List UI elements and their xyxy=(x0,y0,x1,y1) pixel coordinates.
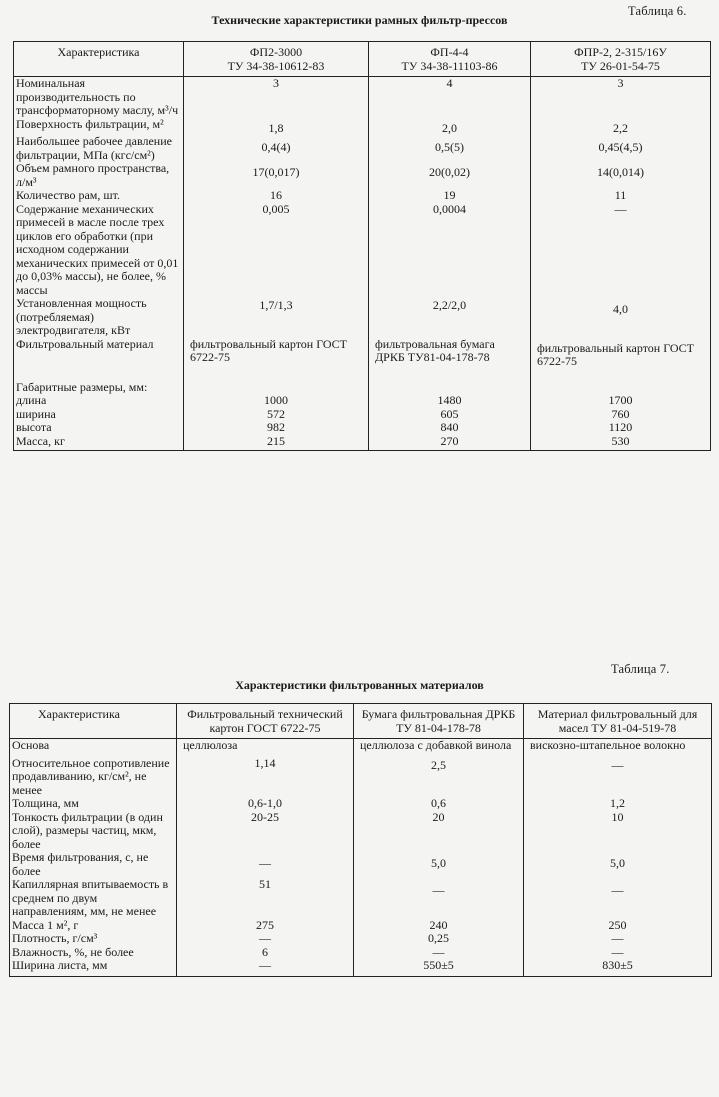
row-characteristic: Капиллярная впитываемость в среднем по двум направлениям, мм, не менее xyxy=(10,878,177,919)
row-value: 14(0,014) xyxy=(531,162,711,189)
row-characteristic: Плотность, г/см³ xyxy=(10,932,177,946)
table6-header-fp-4-4: ФП-4-4 ТУ 34-38-11103-86 xyxy=(369,42,531,77)
row-characteristic: Габаритные размеры, мм: xyxy=(14,369,184,395)
row-value: 1000 xyxy=(184,394,369,408)
row-characteristic: Масса, кг xyxy=(14,435,184,451)
row-value: — xyxy=(524,753,712,798)
row-value: — xyxy=(524,878,712,919)
row-value: — xyxy=(177,932,354,946)
row-value: 20-25 xyxy=(177,811,354,852)
row-value: 0,5(5) xyxy=(369,135,531,162)
row-value: 1120 xyxy=(531,421,711,435)
row-value: 275 xyxy=(177,919,354,933)
table6-header-characteristic: Характеристика xyxy=(14,42,184,77)
row-value: фильтровальный картон ГОСТ 6722-75 xyxy=(531,338,711,369)
row-value: целлюлоза xyxy=(177,739,354,753)
table-row xyxy=(10,739,712,753)
row-characteristic: Объем рамного пространства, л/м³ xyxy=(14,162,184,189)
table-row xyxy=(10,851,712,878)
row-value xyxy=(531,369,711,395)
row-value: — xyxy=(354,878,524,919)
row-value: 0,6 xyxy=(354,797,524,811)
table-row xyxy=(14,203,711,298)
row-value: 2,2 xyxy=(531,118,711,136)
row-value: целлюлоза с добавкой винола xyxy=(354,739,524,753)
row-value: 5,0 xyxy=(354,851,524,878)
table-row xyxy=(14,77,711,118)
row-value: 982 xyxy=(184,421,369,435)
row-characteristic: Поверхность фильтрации, м² xyxy=(14,118,184,136)
table-row xyxy=(10,946,712,960)
row-characteristic: Масса 1 м², г xyxy=(10,919,177,933)
row-value: 1,14 xyxy=(177,753,354,798)
row-value: вискозно-штапельное волокно xyxy=(524,739,712,753)
row-characteristic: Тонкость фильтрации (в один слой), размеры частиц, мкм, более xyxy=(10,811,177,852)
row-characteristic: Номинальная производительность по трансформаторному маслу, м³/ч xyxy=(14,77,184,118)
row-characteristic: Относительное сопротивление продавливанию, кг/см², не менее xyxy=(10,753,177,798)
row-value: 1,7/1,3 xyxy=(184,297,369,338)
row-value: 530 xyxy=(531,435,711,451)
row-characteristic: Установленная мощность (потребляемая) электродвигателя, кВт xyxy=(14,297,184,338)
table-row xyxy=(14,421,711,435)
row-value: — xyxy=(177,959,354,976)
table7-header-oil-material: Материал фильтровальный для масел ТУ 81-04-519-78 xyxy=(524,704,712,739)
row-characteristic: Время фильтрования, с, не более xyxy=(10,851,177,878)
row-value: 550±5 xyxy=(354,959,524,976)
table-row xyxy=(14,118,711,136)
row-value: 605 xyxy=(369,408,531,422)
row-value: 250 xyxy=(524,919,712,933)
row-value: 270 xyxy=(369,435,531,451)
row-value: — xyxy=(524,946,712,960)
row-value: 240 xyxy=(354,919,524,933)
row-value: 17(0,017) xyxy=(184,162,369,189)
row-value: 20 xyxy=(354,811,524,852)
row-value: 3 xyxy=(531,77,711,118)
table-row xyxy=(14,135,711,162)
row-value: 1480 xyxy=(369,394,531,408)
row-value: 840 xyxy=(369,421,531,435)
row-value: 3 xyxy=(184,77,369,118)
table7-label: Таблица 7. xyxy=(611,662,670,676)
row-value: 11 xyxy=(531,189,711,203)
table6 xyxy=(13,41,711,451)
table-row xyxy=(10,878,712,919)
row-value: — xyxy=(354,946,524,960)
row-value: — xyxy=(177,851,354,878)
row-characteristic: Количество рам, шт. xyxy=(14,189,184,203)
table-row xyxy=(14,297,711,338)
table-row xyxy=(14,162,711,189)
table-row xyxy=(10,753,712,798)
table-row xyxy=(14,338,711,369)
row-value: 0,0004 xyxy=(369,203,531,298)
row-value: 51 xyxy=(177,878,354,919)
row-value: 16 xyxy=(184,189,369,203)
row-characteristic: Содержание механических примесей в масле после трех циклов его обработки (при исходном содержании механических примесей от 0,01 до 0,03% массы), не более, % массы xyxy=(14,203,184,298)
row-value: 0,005 xyxy=(184,203,369,298)
table7-header-paper-drkb: Бумага фильтровальная ДРКБ ТУ 81-04-178-78 xyxy=(354,704,524,739)
row-value: 1,2 xyxy=(524,797,712,811)
table-row xyxy=(14,435,711,451)
table6-header-row xyxy=(14,42,711,77)
row-value: 215 xyxy=(184,435,369,451)
row-value: 4 xyxy=(369,77,531,118)
table6-header-fp2-3000: ФП2-3000 ТУ 34-38-10612-83 xyxy=(184,42,369,77)
row-value: 1700 xyxy=(531,394,711,408)
row-value: 0,25 xyxy=(354,932,524,946)
row-value: 19 xyxy=(369,189,531,203)
row-characteristic: длина xyxy=(14,394,184,408)
table7-header-row xyxy=(10,704,712,739)
table-row xyxy=(10,811,712,852)
table7 xyxy=(9,703,712,977)
row-value: 2,5 xyxy=(354,753,524,798)
table-row xyxy=(10,919,712,933)
row-value: фильтровальный картон ГОСТ 6722-75 xyxy=(184,338,369,369)
row-characteristic: Фильтровальный материал xyxy=(14,338,184,369)
row-value: — xyxy=(524,932,712,946)
table7-header-characteristic: Характеристика xyxy=(10,704,177,739)
row-value xyxy=(184,369,369,395)
row-value: 2,2/2,0 xyxy=(369,297,531,338)
table7-title: Характеристики фильтрованных материалов xyxy=(235,678,484,692)
table-row xyxy=(10,797,712,811)
row-characteristic: Ширина листа, мм xyxy=(10,959,177,976)
table6-label: Таблица 6. xyxy=(628,4,687,18)
row-value: — xyxy=(531,203,711,298)
row-characteristic: Влажность, %, не более xyxy=(10,946,177,960)
row-value: 2,0 xyxy=(369,118,531,136)
row-value: фильтровальная бумага ДРКБ ТУ81-04-178-78 xyxy=(369,338,531,369)
table-row xyxy=(14,189,711,203)
row-characteristic: Наибольшее рабочее давление фильтрации, МПа (кгс/см²) xyxy=(14,135,184,162)
row-value: 830±5 xyxy=(524,959,712,976)
row-value: 5,0 xyxy=(524,851,712,878)
table-row xyxy=(10,932,712,946)
row-value: 20(0,02) xyxy=(369,162,531,189)
row-characteristic: Основа xyxy=(10,739,177,753)
table6-title: Технические характеристики рамных фильтр-прессов xyxy=(211,13,508,27)
table6-header-fpr-2: ФПР-2, 2-315/16У ТУ 26-01-54-75 xyxy=(531,42,711,77)
table-row xyxy=(14,394,711,408)
row-value: 760 xyxy=(531,408,711,422)
table-row xyxy=(14,369,711,395)
row-characteristic: ширина xyxy=(14,408,184,422)
row-value: 1,8 xyxy=(184,118,369,136)
row-value: 6 xyxy=(177,946,354,960)
row-value: 0,45(4,5) xyxy=(531,135,711,162)
row-value: 0,4(4) xyxy=(184,135,369,162)
table-row xyxy=(14,408,711,422)
row-value: 0,6-1,0 xyxy=(177,797,354,811)
row-characteristic: высота xyxy=(14,421,184,435)
row-value: 572 xyxy=(184,408,369,422)
table7-header-carton: Фильтровальный технический картон ГОСТ 6722-75 xyxy=(177,704,354,739)
row-characteristic: Толщина, мм xyxy=(10,797,177,811)
table-row xyxy=(10,959,712,976)
row-value: 10 xyxy=(524,811,712,852)
row-value xyxy=(369,369,531,395)
row-value: 4,0 xyxy=(531,297,711,338)
